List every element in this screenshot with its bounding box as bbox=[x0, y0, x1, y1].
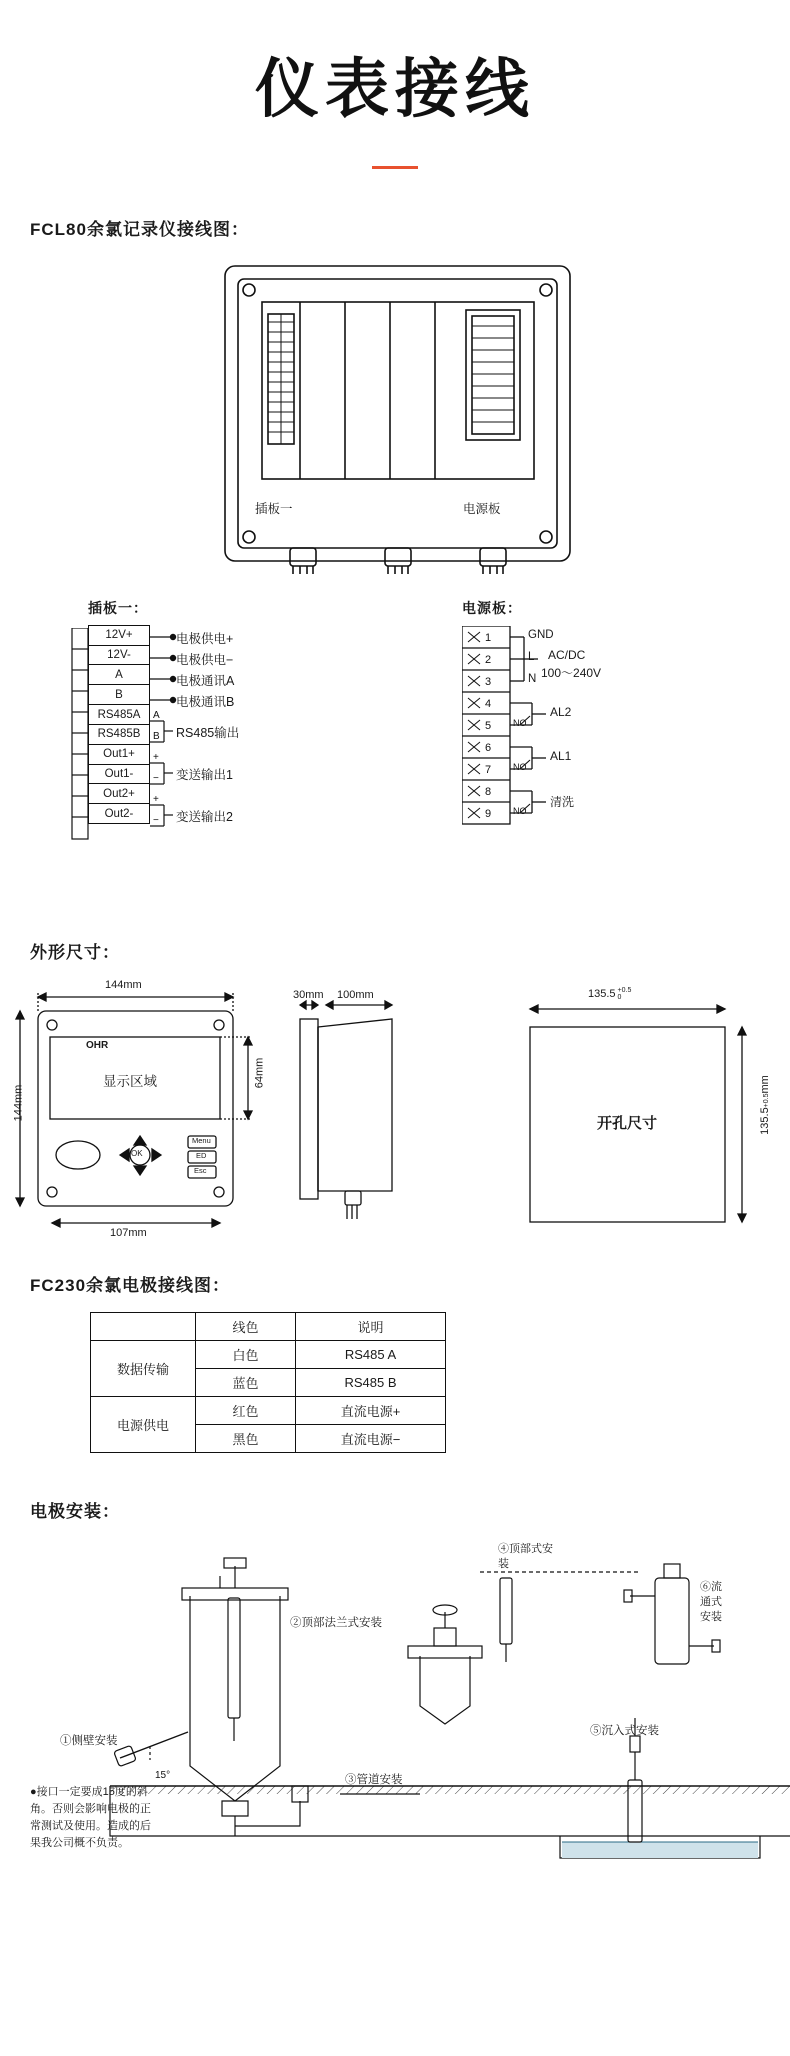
dim-cut-unit: mm bbox=[758, 1075, 771, 1094]
relay-wash-label: 清洗 bbox=[550, 795, 575, 809]
power-type-label: AC/DC bbox=[548, 648, 586, 662]
title-divider bbox=[372, 166, 418, 169]
terminal-pin: Out1+ bbox=[88, 744, 150, 765]
table-cell-desc: RS485 B bbox=[296, 1369, 446, 1397]
terminal-name-n: N bbox=[528, 673, 537, 685]
screen-area-label: 显示区域 bbox=[103, 1074, 157, 1089]
terminal-pin: 12V+ bbox=[88, 625, 150, 646]
fc230-wiring-table bbox=[90, 1312, 446, 1453]
svg-text:8: 8 bbox=[484, 786, 492, 798]
svg-text:4: 4 bbox=[484, 698, 492, 710]
svg-text:−: − bbox=[153, 773, 159, 784]
brand-logo: OHR bbox=[86, 1040, 109, 1051]
install-label-2: ②顶部法兰式安装 bbox=[290, 1617, 382, 1629]
install-label-6: ⑥流通式安装 bbox=[700, 1581, 722, 1623]
table-header-desc: 说明 bbox=[296, 1313, 446, 1341]
terminal-block-left bbox=[88, 626, 150, 824]
relay-al1-label: AL1 bbox=[550, 749, 572, 763]
svg-text:+: + bbox=[153, 752, 159, 763]
svg-text:−: − bbox=[153, 815, 159, 826]
relay-al2-label: AL2 bbox=[550, 705, 572, 719]
terminal-pin: A bbox=[88, 664, 150, 685]
install-label-5: ⑤沉入式安装 bbox=[590, 1725, 659, 1737]
terminal-name-l: L bbox=[528, 651, 535, 663]
terminal-right-heading: 电源板： bbox=[462, 600, 522, 616]
dim-side-length: 100mm bbox=[337, 989, 374, 1001]
section-heading-install: 电极安装： bbox=[30, 1502, 120, 1521]
table-cell-desc: 直流电源− bbox=[296, 1425, 446, 1453]
table-cell-desc: RS485 A bbox=[296, 1341, 446, 1369]
key-ok[interactable]: OK bbox=[131, 1149, 143, 1158]
section-heading-wiring: FCL80余氯记录仪接线图： bbox=[30, 220, 249, 239]
table-row bbox=[91, 1313, 446, 1341]
terminal-pin: Out2+ bbox=[88, 783, 150, 804]
svg-text:NO: NO bbox=[513, 718, 527, 728]
table-group-power: 电源供电 bbox=[91, 1397, 196, 1453]
install-label-3: ③管道安装 bbox=[345, 1774, 403, 1786]
install-label-4: ④顶部式安装 bbox=[498, 1543, 553, 1570]
svg-text:3: 3 bbox=[484, 676, 492, 688]
table-cell-color: 红色 bbox=[196, 1397, 296, 1425]
svg-text:B: B bbox=[153, 731, 160, 742]
svg-text:2: 2 bbox=[484, 654, 492, 666]
terminal-function: 变送输出1 bbox=[176, 768, 233, 782]
terminal-function: 电极供电− bbox=[176, 653, 234, 667]
table-group-data: 数据传输 bbox=[91, 1341, 196, 1397]
svg-text:NO: NO bbox=[513, 806, 527, 816]
terminal-function: 电极通讯B bbox=[176, 695, 235, 709]
table-cell-color: 蓝色 bbox=[196, 1369, 296, 1397]
terminal-left-heading: 插板一： bbox=[88, 600, 148, 616]
page-title: 仪表接线 bbox=[255, 53, 535, 125]
dim-cut-height-group bbox=[759, 1075, 771, 1135]
terminal-pin: 12V- bbox=[88, 645, 150, 666]
dim-side-depth: 30mm bbox=[293, 989, 324, 1001]
table-cell-desc: 直流电源+ bbox=[296, 1397, 446, 1425]
install-note: ●接口一定要成15度的斜角。否则会影响电极的正常测试及使用。造成的后果我公司概不负责。 bbox=[30, 1786, 151, 1850]
dim-front-height: 144mm bbox=[12, 1084, 25, 1122]
key-esc[interactable]: Esc bbox=[194, 1166, 207, 1175]
table-cell-color: 黑色 bbox=[196, 1425, 296, 1453]
terminal-pin: Out1- bbox=[88, 764, 150, 785]
svg-text:5: 5 bbox=[484, 720, 492, 732]
installation-diagram bbox=[0, 1536, 790, 1866]
terminal-pin: RS485A bbox=[88, 704, 150, 725]
terminal-name-gnd: GND bbox=[528, 629, 554, 641]
board-right-caption: 电源板 bbox=[463, 502, 501, 516]
power-voltage-label: 100～240V bbox=[541, 666, 602, 680]
dim-cut-height-tol: +0.5 bbox=[762, 1093, 770, 1108]
svg-text:1: 1 bbox=[484, 632, 492, 644]
terminal-function: 电极供电+ bbox=[176, 632, 234, 646]
dimension-drawings bbox=[0, 979, 790, 1259]
terminal-assignments bbox=[0, 598, 790, 928]
dim-cut-tol-up: +0.5 bbox=[617, 987, 632, 994]
dim-screen-height: 64mm bbox=[253, 1057, 266, 1089]
terminal-pin: Out2- bbox=[88, 803, 150, 824]
key-ed[interactable]: ED bbox=[196, 1151, 207, 1160]
terminal-pin: B bbox=[88, 684, 150, 705]
dim-cut-width-group bbox=[588, 987, 631, 1001]
table-header-color: 线色 bbox=[196, 1313, 296, 1341]
terminal-function: 电极通讯A bbox=[176, 674, 235, 688]
board-left-caption: 插板一 bbox=[255, 502, 293, 516]
table-row bbox=[91, 1397, 446, 1425]
dim-cut-height: 135.5 bbox=[758, 1107, 771, 1135]
svg-text:6: 6 bbox=[484, 742, 492, 754]
cutout-label: 开孔尺寸 bbox=[597, 1115, 658, 1132]
svg-text:15°: 15° bbox=[155, 1770, 171, 1781]
terminal-function: RS485输出 bbox=[176, 726, 240, 740]
dim-cut-width: 135.5 bbox=[588, 988, 616, 1000]
install-label-1: ①侧壁安装 bbox=[60, 1735, 118, 1747]
svg-text:9: 9 bbox=[484, 808, 492, 820]
table-cell-color: 白色 bbox=[196, 1341, 296, 1369]
section-heading-fc230: FC230余氯电极接线图： bbox=[30, 1276, 231, 1295]
dim-cut-tol-low: 0 bbox=[617, 994, 622, 1001]
key-menu[interactable]: Menu bbox=[192, 1136, 211, 1145]
svg-text:A: A bbox=[153, 710, 160, 721]
terminal-pin: RS485B bbox=[88, 724, 150, 745]
section-heading-dimensions: 外形尺寸： bbox=[30, 943, 120, 962]
terminal-function: 变送输出2 bbox=[176, 810, 233, 824]
svg-text:NO: NO bbox=[513, 762, 527, 772]
dim-front-width: 144mm bbox=[105, 979, 142, 991]
svg-text:+: + bbox=[153, 794, 159, 805]
table-row bbox=[91, 1341, 446, 1369]
table-header-blank bbox=[91, 1313, 196, 1341]
instrument-enclosure-diagram bbox=[0, 254, 790, 574]
dim-bottom-width: 107mm bbox=[110, 1227, 147, 1239]
svg-text:7: 7 bbox=[484, 764, 492, 776]
